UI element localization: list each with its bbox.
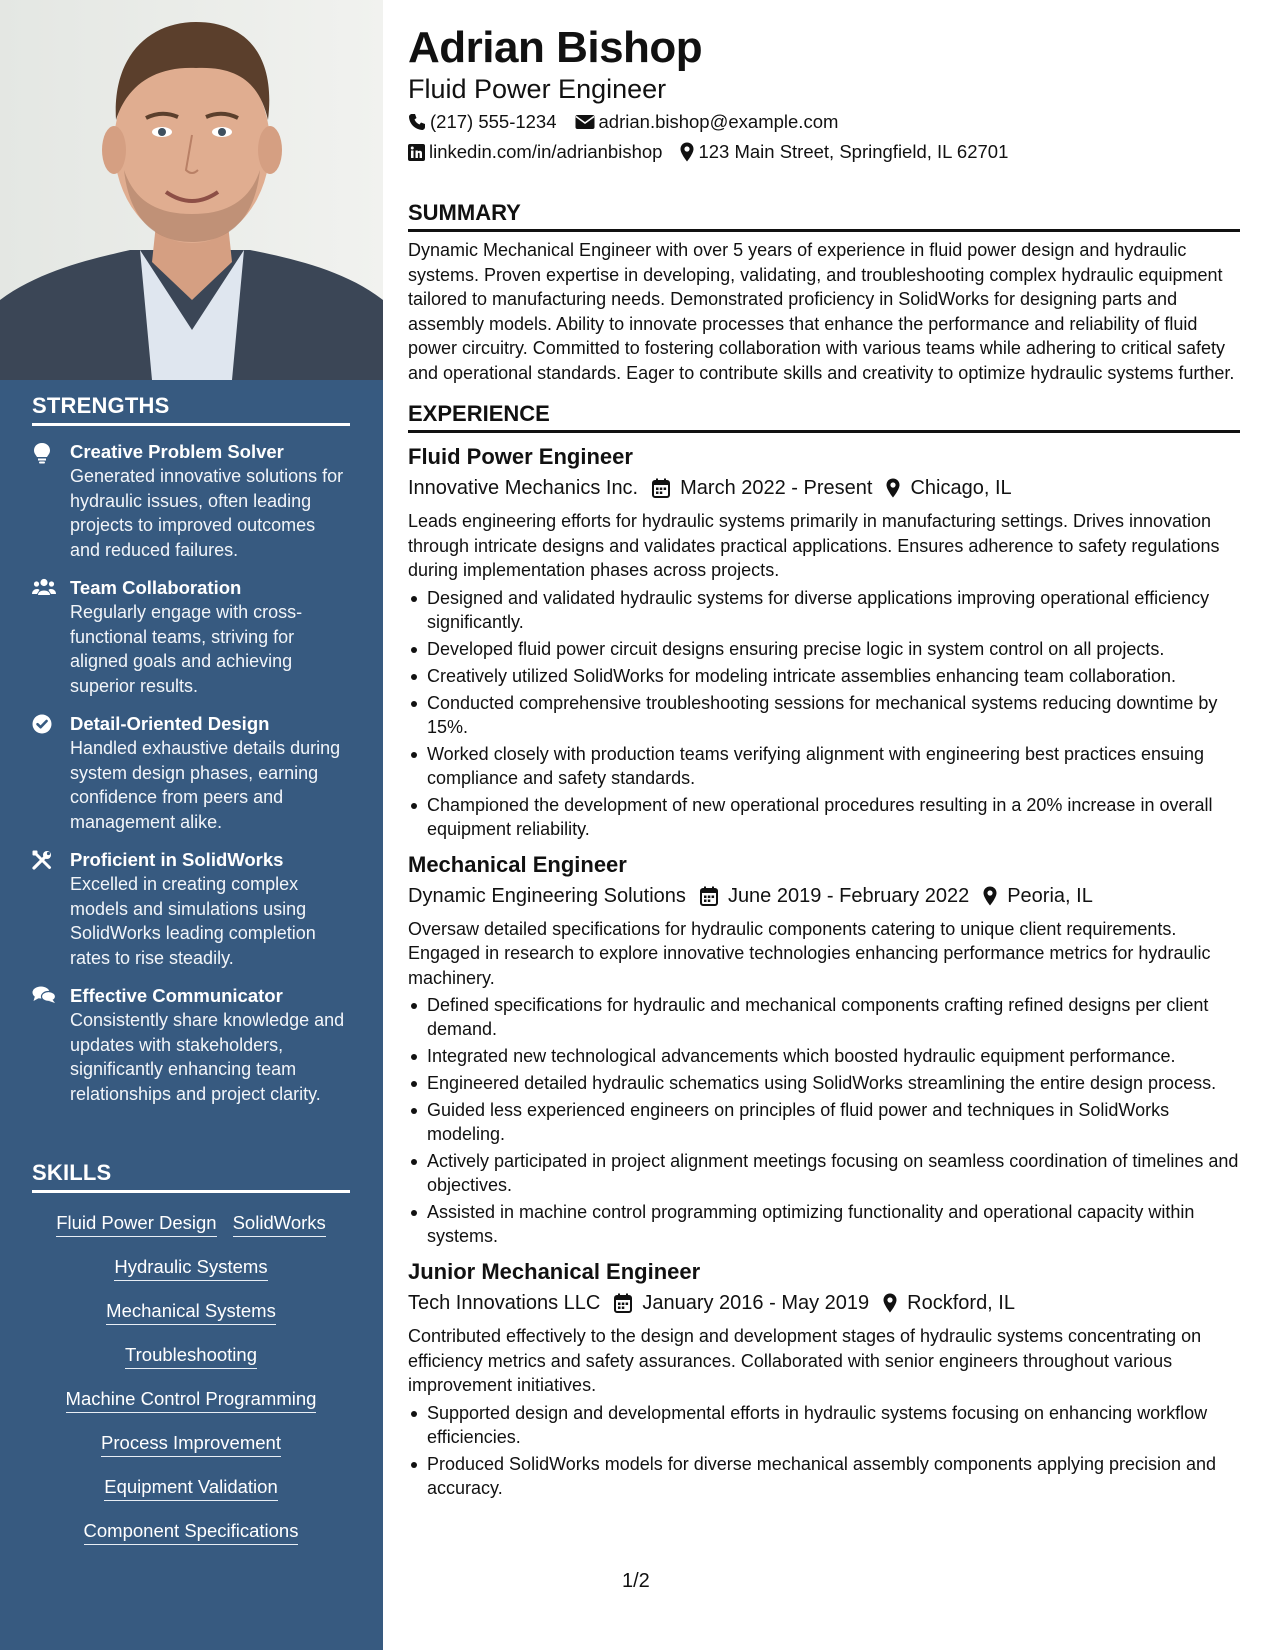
phone-contact [408, 108, 557, 136]
job-meta [408, 473, 1240, 503]
strengths-section [32, 393, 350, 1106]
map-pin-icon [983, 886, 997, 906]
skill-tag: Troubleshooting [125, 1343, 257, 1369]
map-pin-icon [886, 478, 900, 498]
users-icon [32, 576, 56, 698]
strength-item [32, 848, 350, 970]
job-location [883, 1288, 1015, 1318]
job-meta [408, 1288, 1240, 1318]
bullet-item: Defined specifications for hydraulic and mechanical components crafting refined designs per client demand. [408, 993, 1240, 1041]
main-content [408, 20, 1240, 1500]
calendar-icon [652, 478, 670, 498]
bullet-item: Championed the development of new operational procedures resulting in a 20% increase in overall equipment reliability. [408, 793, 1240, 841]
bullet-item: Worked closely with production teams verifying alignment with engineering best practices ensuing compliance and safety standards. [408, 742, 1240, 790]
job-dates [614, 1288, 869, 1318]
skills-list [32, 1203, 350, 1555]
job-title: Fluid Power Engineer [408, 444, 633, 469]
job-location [886, 473, 1011, 503]
bullet-item: Supported design and developmental efforts in hydraulic systems focusing on enhancing workflow efficiencies. [408, 1401, 1240, 1449]
bullet-item: Integrated new technological advancements which boosted hydraulic equipment performance. [408, 1044, 1240, 1068]
skill-tag: Component Specifications [84, 1519, 299, 1545]
strength-item [32, 984, 350, 1106]
skill-tag: Mechanical Systems [106, 1299, 276, 1325]
strength-item [32, 440, 350, 562]
map-pin-icon [680, 142, 694, 162]
contact-row [408, 108, 1240, 136]
job-location-text: Rockford, IL [907, 1292, 1015, 1314]
job-dates-text: June 2019 - February 2022 [727, 884, 970, 907]
job-dates-text: March 2022 - Present [680, 477, 873, 499]
candidate-name: Adrian Bishop [408, 23, 703, 72]
strength-title: Creative Problem Solver [70, 441, 284, 462]
bullet-item: Guided less experienced engineers on principles of fluid power and techniques in SolidWorks modeling. [408, 1098, 1240, 1146]
job-summary: Contributed effectively to the design and development stages of hydraulic systems concentrating on efficiency metrics and safety assurances. Collaborated with senior engineers throughout various improvement initiatives. [408, 1326, 1202, 1395]
job-location-text: Peoria, IL [1007, 884, 1093, 907]
job-bullets [408, 586, 1240, 841]
job-entry [408, 443, 1240, 841]
bullet-item: Assisted in machine control programming optimizing functionality and operational capacity within systems. [408, 1200, 1240, 1248]
job-entry [408, 851, 1240, 1249]
strengths-title: STRENGTHS [32, 393, 350, 426]
job-title: Junior Mechanical Engineer [408, 1259, 701, 1284]
bullet-item: Developed fluid power circuit designs ensuring precise logic in system control on all projects. [408, 637, 1240, 661]
envelope-icon [575, 114, 595, 130]
job-company: Dynamic Engineering Solutions [408, 884, 686, 907]
address-contact [680, 138, 1008, 166]
address-text: 123 Main Street, Springfield, IL 62701 [698, 141, 1009, 162]
job-dates [700, 881, 969, 911]
job-summary: Oversaw detailed specifications for hydraulic components catering to unique client requirements. Engaged in research to explore innovative technologies enhancing performance metrics for hydraulic machinery. [408, 918, 1211, 988]
strength-title: Effective Communicator [70, 985, 283, 1006]
bullet-item: Creatively utilized SolidWorks for modeling intricate assemblies enhancing team collaboration. [408, 664, 1240, 688]
comments-icon [32, 984, 56, 1106]
skill-tag: SolidWorks [233, 1211, 326, 1237]
contact-row [408, 138, 1240, 166]
linkedin-contact[interactable] [408, 138, 662, 166]
bullet-item: Conducted comprehensive troubleshooting sessions for mechanical systems reducing downtime by 15%. [408, 691, 1240, 739]
skill-tag: Hydraulic Systems [114, 1255, 267, 1281]
job-title: Mechanical Engineer [408, 851, 627, 877]
summary-text: Dynamic Mechanical Engineer with over 5 years of experience in fluid power design and hydraulic systems. Proven expertise in developing, validating, and troubleshooting complex hydraulic equipment tailored to manufacturing needs. Demonstrated proficiency in SolidWorks for designing parts and assembly models. Ability to innovate processes that enhance the performance and reliability of fluid power circuitry. Committed to fostering collaboration with various teams while adhering to critical safety and operational standards. Eager to contribute skills and creativity to optimize hydraulic systems further. [408, 240, 1235, 383]
phone-icon [408, 113, 426, 131]
job-summary: Leads engineering efforts for hydraulic systems primarily in manufacturing settings. Drives innovation through intricate designs and validates practical applications. Ensures adherence to safety regulations during implementation phases across projects. [408, 511, 1220, 580]
page-number: 1/2 [622, 1570, 650, 1592]
bullet-item: Actively participated in project alignment meetings focusing on seamless coordination of timelines and objectives. [408, 1149, 1240, 1197]
strength-title: Team Collaboration [70, 577, 242, 598]
job-entry [408, 1258, 1240, 1500]
job-bullets [408, 993, 1240, 1248]
calendar-icon [700, 886, 718, 906]
strength-description: Consistently share knowledge and updates with stakeholders, significantly enhancing team relationships and project clarity. [70, 1010, 345, 1104]
job-bullets [408, 1401, 1240, 1500]
job-dates-text: January 2016 - May 2019 [642, 1292, 870, 1314]
strength-title: Detail-Oriented Design [70, 713, 270, 734]
skill-tag: Fluid Power Design [56, 1211, 216, 1237]
job-dates [652, 473, 872, 503]
strength-description: Handled exhaustive details during system design phases, earning confidence from peers and management alike. [70, 738, 341, 832]
map-pin-icon [883, 1293, 897, 1313]
phone-text: (217) 555-1234 [430, 111, 557, 132]
bullet-item: Produced SolidWorks models for diverse mechanical assembly components applying precision and accuracy. [408, 1452, 1240, 1500]
strength-description: Regularly engage with cross-functional teams, striving for aligned goals and achieving superior results. [70, 602, 303, 696]
sidebar [0, 0, 383, 1650]
job-location-text: Chicago, IL [910, 477, 1012, 499]
summary-title: SUMMARY [408, 200, 1240, 232]
skill-tag: Machine Control Programming [66, 1387, 317, 1413]
strength-title: Proficient in SolidWorks [70, 849, 284, 870]
job-location [983, 881, 1093, 911]
bullet-item: Engineered detailed hydraulic schematics using SolidWorks streamlining the entire design process. [408, 1071, 1240, 1095]
strength-description: Excelled in creating complex models and simulations using SolidWorks leading completion rates to rise steadily. [70, 874, 316, 968]
skills-title: SKILLS [32, 1160, 350, 1193]
skills-section [32, 1160, 350, 1555]
strength-description: Generated innovative solutions for hydraulic issues, often leading projects to improved outcomes and reduced failures. [70, 466, 344, 560]
linkedin-text: linkedin.com/in/adrianbishop [429, 141, 663, 162]
email-contact[interactable] [575, 108, 839, 136]
skill-tag: Equipment Validation [104, 1475, 277, 1501]
email-text: adrian.bishop@example.com [598, 111, 839, 132]
job-meta [408, 881, 1240, 911]
candidate-title: Fluid Power Engineer [408, 74, 667, 104]
calendar-icon [614, 1293, 632, 1313]
job-company: Innovative Mechanics Inc. [408, 477, 639, 499]
bullet-item: Designed and validated hydraulic systems for diverse applications improving operational efficiency significantly. [408, 586, 1240, 634]
strength-item [32, 576, 350, 698]
skill-tag: Process Improvement [101, 1431, 281, 1457]
linkedin-icon [408, 144, 425, 161]
job-company: Tech Innovations LLC [408, 1292, 601, 1314]
tools-icon [32, 848, 56, 970]
strength-item [32, 712, 350, 834]
profile-photo [0, 0, 383, 380]
experience-title: EXPERIENCE [408, 401, 1240, 433]
lightbulb-icon [32, 440, 56, 562]
check-circle-icon [32, 712, 56, 834]
